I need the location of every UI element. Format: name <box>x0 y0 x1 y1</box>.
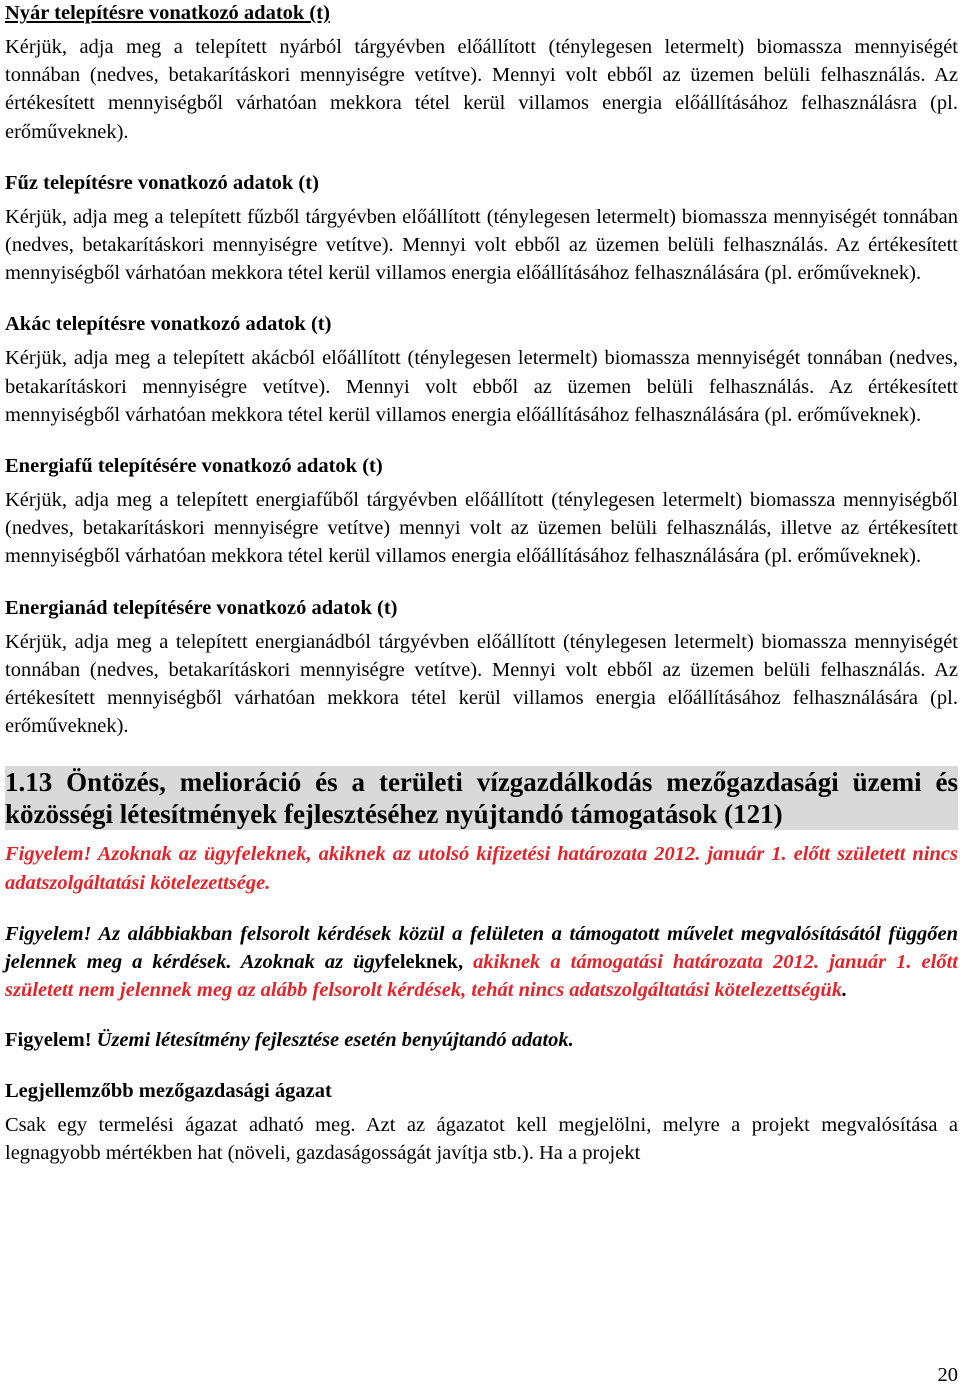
warning-no-obligation: Figyelem! Azoknak az ügyfeleknek, akiknek az utolsó kifizetési határozata 2012. január 1. előtt született nincs adatszolgáltatási kötelezettsége. <box>5 843 958 894</box>
section-body: Kérjük, adja meg a telepített akácból előállított (ténylegesen letermelt) biomassza mennyiségét tonnában (nedves, betakarításkori mennyiségre vetítve). Mennyi volt ebből az üzemen belüli felhasználás. Az értékesített mennyiségből várhatóan mekkora tétel kerül villamos energia előállításához felhasználására (pl. erőműveknek). <box>5 347 958 426</box>
section-body: Kérjük, adja meg a telepített energianádból tárgyévben előállított (ténylegesen letermelt) biomassza mennyiségét tonnában (nedves, betakarításkori mennyiségre vetítve). Mennyi volt ebből az üzemen belüli felhasználás. Az értékesített mennyiségből várhatóan mekkora tétel kerül villamos energia előállításához felhasználására (pl. erőműveknek). <box>5 630 958 738</box>
warning-facility <box>5 1026 958 1054</box>
document-page <box>5 0 958 1167</box>
warning-questions <box>5 920 958 1005</box>
chapter-title: 1.13 Öntözés, melioráció és a területi vízgazdálkodás mezőgazdasági üzemi és közösségi létesítmények fejlesztéséhez nyújtandó támogatások (121) <box>5 767 958 830</box>
warning-part: . <box>842 979 848 1002</box>
section-title: Nyár telepítésre vonatkozó adatok (t) <box>5 2 330 24</box>
section-title: Legjellemzőbb mezőgazdasági ágazat <box>5 1079 332 1102</box>
page-number: 20 <box>937 1364 958 1386</box>
warning-part: Figyelem! Az alábbiakban felsorolt kérdések közül a felületen a támogatott művelet megvalósításától függően jelennek meg a kérdések. Azoknak az ügy <box>5 922 958 974</box>
section-nyar <box>5 0 958 146</box>
section-body: Kérjük, adja meg a telepített nyárból tárgyévben előállított (ténylegesen letermelt) biomassza mennyiségét tonnában (nedves, betakarításkori mennyiségre vetítve). Mennyi volt ebből az üzemen belüli felhasználás. Az értékesített mennyiségből várhatóan mekkora tétel kerül villamos energia előállításához felhasználásra (pl. erőműveknek). <box>5 36 958 143</box>
section-fuz <box>5 169 958 288</box>
section-body: Csak egy termelési ágazat adható meg. Azt az ágazatot kell megjelölni, melyre a projekt megvalósítása a legnagyobb mértékben hat (növeli, gazdaságosságát javítja stb.). Ha a projekt <box>5 1113 958 1164</box>
section-body: Kérjük, adja meg a telepített fűzből tárgyévben előállított (ténylegesen letermelt) biomassza mennyiségét tonnában (nedves, betakarításkori mennyiségre vetítve). Mennyi volt ebből az üzemen belüli felhasználás. Az értékesített mennyiségből várhatóan mekkora tétel kerül villamos energia előállításához felhasználására (pl. erőműveknek). <box>5 205 958 285</box>
section-title: Energiafű telepítésére vonatkozó adatok (t) <box>5 455 383 478</box>
warning-part: feleknek, <box>383 951 464 974</box>
section-agazat <box>5 1077 958 1167</box>
section-energiafu <box>5 452 958 571</box>
section-energianad <box>5 594 958 741</box>
section-body: Kérjük, adja meg a telepített energiafűből tárgyévben előállított (ténylegesen letermelt) biomassza mennyiségből (nedves, betakarításkori mennyiségre vetítve) mennyi volt az üzemen belüli felhasználás, illetve az értékesített mennyiségből várhatóan mekkora tétel kerül villamos energia előállításához felhasználására (pl. erőműveknek). <box>5 489 958 568</box>
section-akac <box>5 310 958 429</box>
section-title: Akác telepítésre vonatkozó adatok (t) <box>5 313 332 336</box>
warning-text: Üzemi létesítmény fejlesztése esetén benyújtandó adatok. <box>91 1029 574 1052</box>
warning-label: Figyelem! <box>5 1029 92 1052</box>
warning-part: akiknek a támogatási határozata 2012. január 1. előtt született nem jelennek meg az alább felsorolt kérdések, tehát nincs adatszolgáltatási kötelezettségük <box>5 951 958 1002</box>
section-title: Fűz telepítésre vonatkozó adatok (t) <box>5 171 319 194</box>
section-title: Energianád telepítésére vonatkozó adatok (t) <box>5 596 398 619</box>
